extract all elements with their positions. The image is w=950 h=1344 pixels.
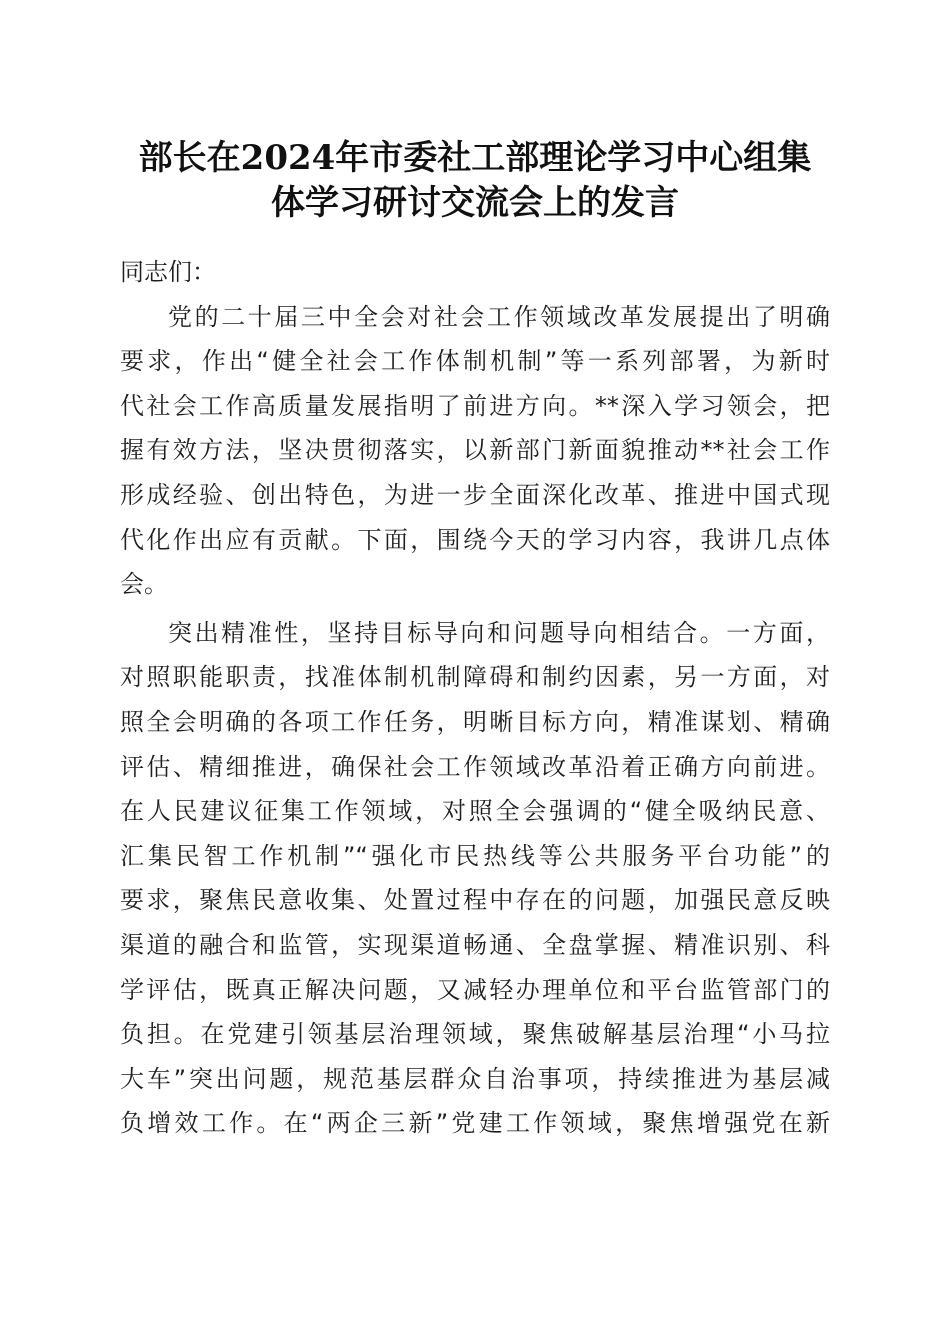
- paragraph-line: 会。: [120, 570, 168, 599]
- paragraph-line: 突出精准性，坚持目标导向和问题导向相结合。一方面，: [168, 618, 830, 647]
- salutation: 同志们：: [120, 258, 216, 286]
- document-body: [120, 250, 830, 1146]
- paragraph-line: 代社会工作高质量发展指明了前进方向。**深入学习领会，把: [120, 391, 830, 420]
- paragraph-line: 形成经验、创出特色，为进一步全面深化改革、推进中国式现: [120, 480, 830, 509]
- paragraph-line: 渠道的融合和监管，实现渠道畅通、全盘掌握、精准识别、科: [120, 930, 830, 959]
- paragraph-line: 在人民建议征集工作领域，对照全会强调的“健全吸纳民意、: [120, 797, 830, 826]
- title-line-1: 部长在2024年市委社工部理论学习中心组集: [138, 138, 812, 178]
- paragraph-1: [120, 295, 830, 607]
- paragraph-line: 负担。在党建引领基层治理领域，聚焦破解基层治理“小马拉: [120, 1020, 830, 1049]
- paragraph-2: [120, 611, 830, 1146]
- paragraph-line: 要求，作出“健全社会工作体制机制”等一系列部署，为新时: [120, 347, 830, 376]
- paragraph-line: 大车”突出问题，规范基层群众自治事项，持续推进为基层减: [120, 1064, 830, 1093]
- paragraph-line: 照全会明确的各项工作任务，明晰目标方向，精准谋划、精确: [120, 707, 830, 736]
- paragraph-line: 代化作出应有贡献。下面，围绕今天的学习内容，我讲几点体: [120, 525, 830, 554]
- paragraph-line: 党的二十届三中全会对社会工作领域改革发展提出了明确: [168, 302, 830, 331]
- paragraph-line: 握有效方法，坚决贯彻落实，以新部门新面貌推动**社会工作: [120, 436, 830, 465]
- paragraph-line: 评估、精细推进，确保社会工作领域改革沿着正确方向前进。: [120, 752, 830, 781]
- paragraph-line: 要求，聚焦民意收集、处置过程中存在的问题，加强民意反映: [120, 886, 830, 915]
- paragraph-line: 对照职能职责，找准体制机制障碍和制约因素，另一方面，对: [120, 663, 830, 692]
- paragraph-line: 负增效工作。在“两企三新”党建工作领域，聚焦增强党在新: [120, 1109, 830, 1138]
- paragraph-line: 学评估，既真正解决问题，又减轻办理单位和平台监管部门的: [120, 975, 830, 1004]
- paragraph-line: 汇集民智工作机制”“强化市民热线等公共服务平台功能”的: [120, 841, 830, 870]
- title-line-2: 体学习研讨交流会上的发言: [271, 182, 679, 223]
- document-title: [110, 136, 840, 225]
